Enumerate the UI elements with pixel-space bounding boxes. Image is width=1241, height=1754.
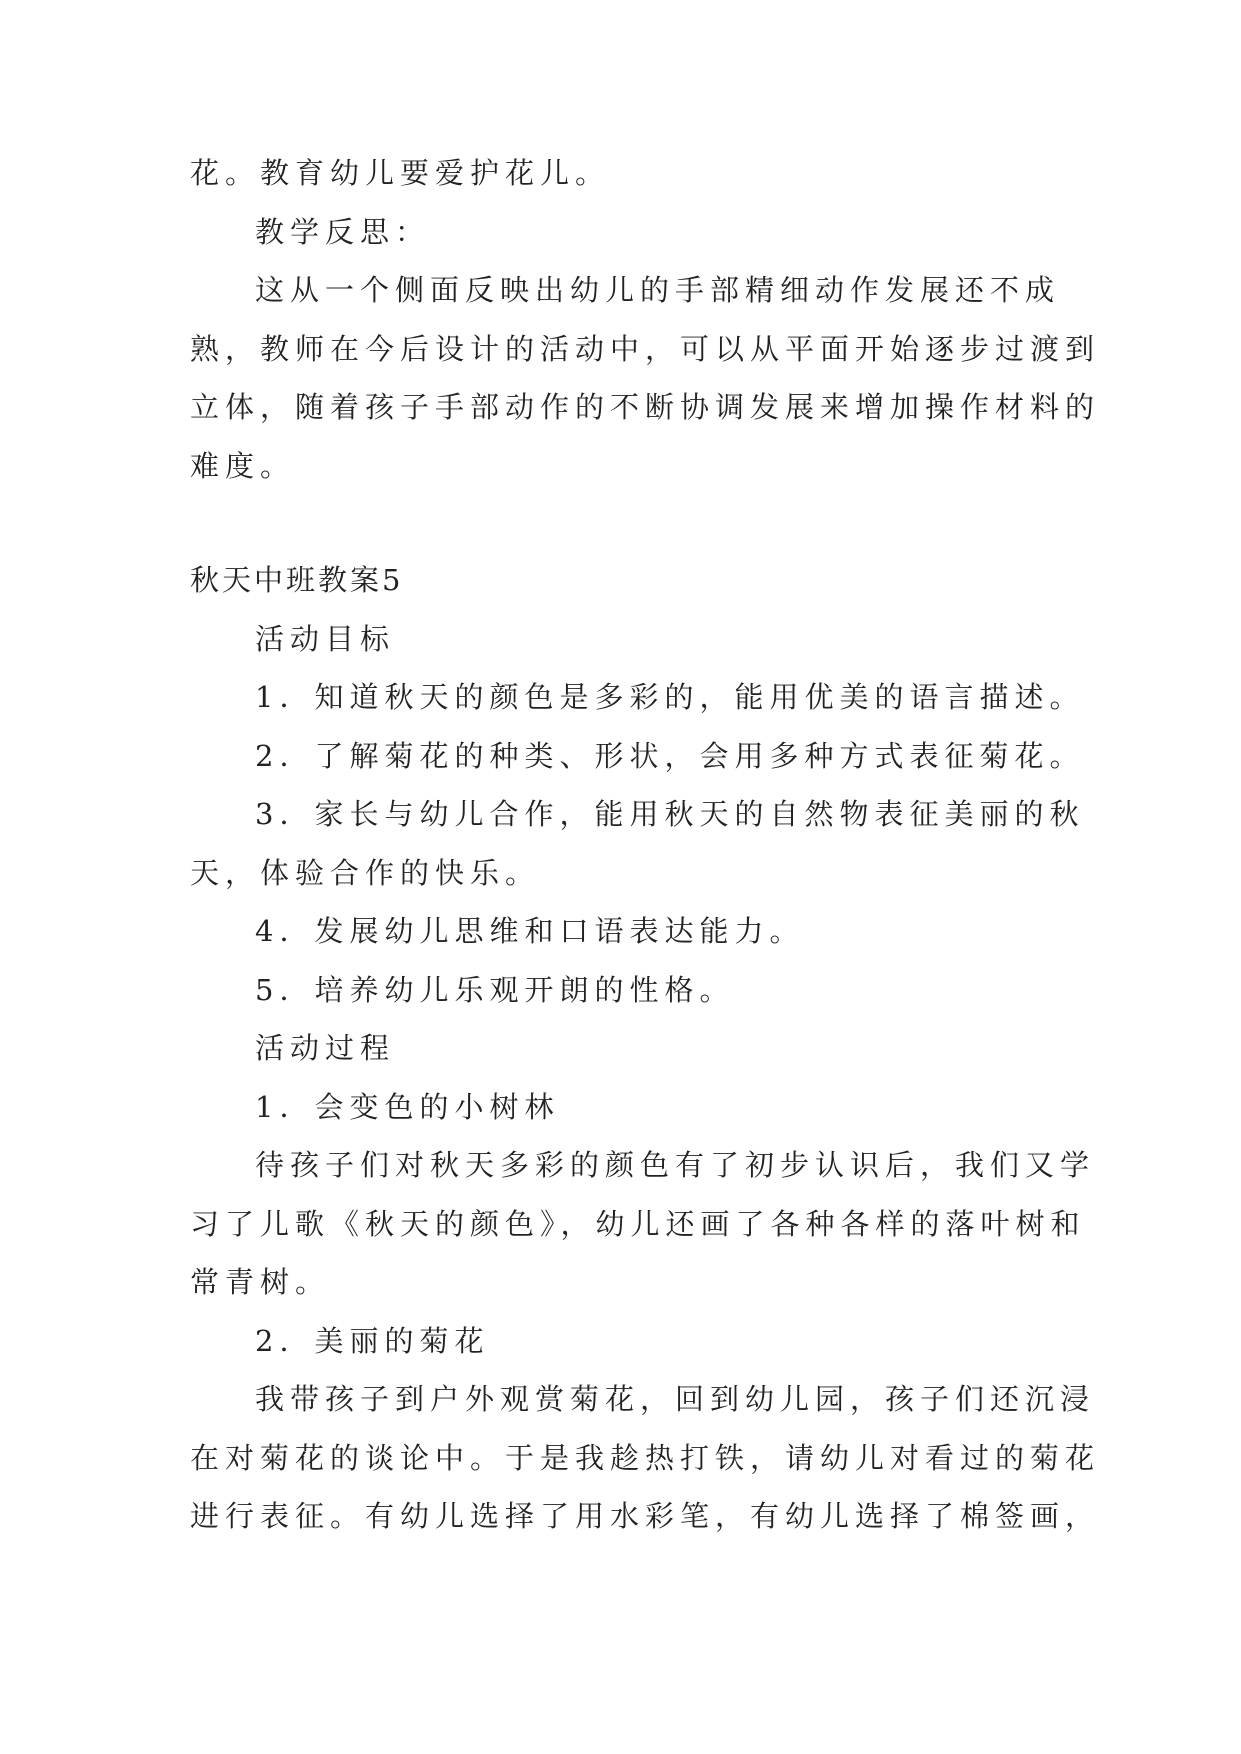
list-item: 1．知道秋天的颜色是多彩的，能用优美的语言描述。 (255, 680, 1085, 714)
section-label-process: 活动过程 (255, 1031, 396, 1065)
paragraph-line: 花。教育幼儿要爱护花儿。 (190, 156, 611, 190)
list-item: 3．家长与幼儿合作，能用秋天的自然物表征美丽的秋 (255, 797, 1085, 831)
paragraph-line: 难度。 (190, 449, 296, 483)
section-label-goals: 活动目标 (255, 622, 396, 656)
list-item: 2．美丽的菊花 (255, 1324, 490, 1358)
paragraph-line: 在对菊花的谈论中。于是我趁热打铁，请幼儿对看过的菊花 (190, 1441, 1101, 1475)
paragraph-line: 天，体验合作的快乐。 (190, 856, 541, 890)
section-title: 秋天中班教案5 (190, 563, 404, 597)
section-label-reflection: 教学反思： (255, 215, 431, 249)
paragraph-line: 立体，随着孩子手部动作的不断协调发展来增加操作材料的 (190, 390, 1101, 424)
paragraph-line: 待孩子们对秋天多彩的颜色有了初步认识后，我们又学 (255, 1148, 1096, 1182)
paragraph-line: 我带孩子到户外观赏菊花，回到幼儿园，孩子们还沉浸 (255, 1382, 1096, 1416)
paragraph-line: 常青树。 (190, 1265, 331, 1299)
list-item: 1．会变色的小树林 (255, 1090, 560, 1124)
list-item: 2．了解菊花的种类、形状，会用多种方式表征菊花。 (255, 739, 1085, 773)
paragraph-line: 这从一个侧面反映出幼儿的手部精细动作发展还不成 (255, 273, 1061, 307)
paragraph-line: 进行表征。有幼儿选择了用水彩笔，有幼儿选择了棉签画， (190, 1499, 1101, 1533)
paragraph-line: 熟，教师在今后设计的活动中，可以从平面开始逐步过渡到 (190, 332, 1101, 366)
list-item: 4．发展幼儿思维和口语表达能力。 (255, 914, 805, 948)
list-item: 5．培养幼儿乐观开朗的性格。 (255, 973, 735, 1007)
paragraph-line: 习了儿歌《秋天的颜色》，幼儿还画了各种各样的落叶树和 (190, 1207, 1086, 1241)
